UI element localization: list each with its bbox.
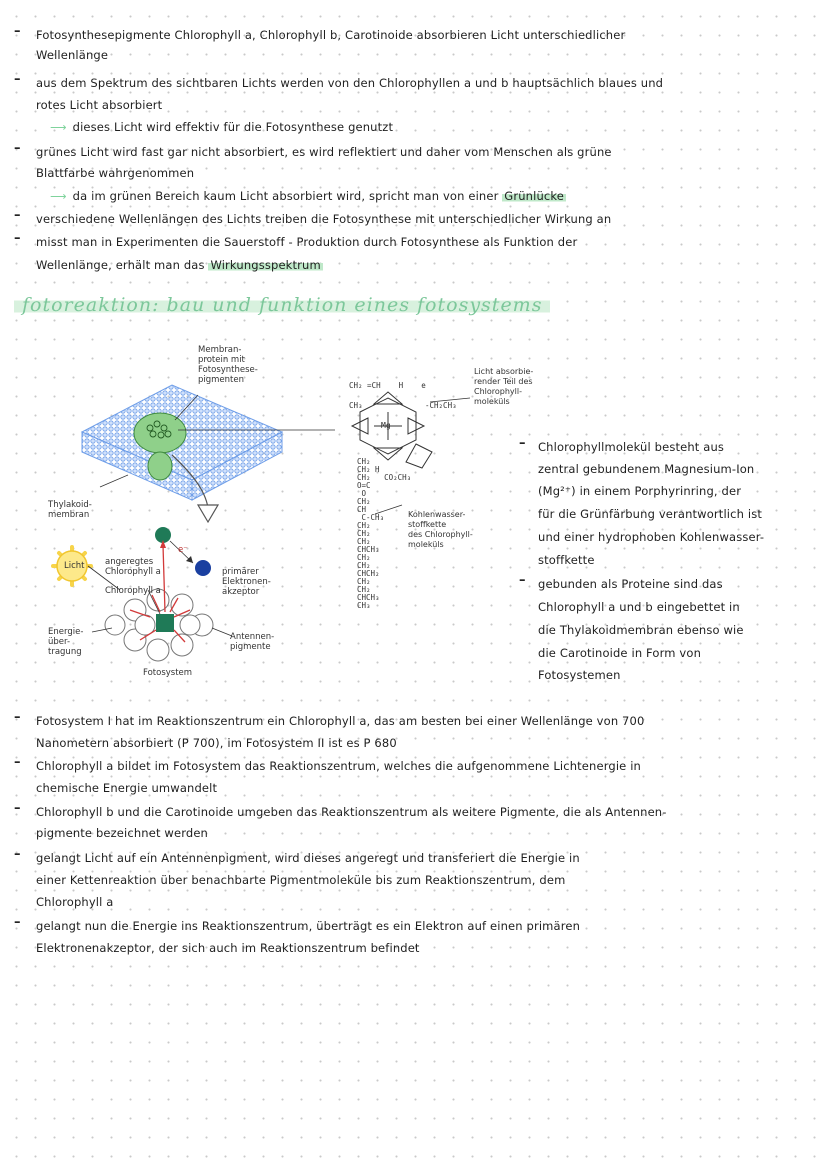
note-line: grünes Licht wird fast gar nicht absorbiert, es wird reflektiert und daher vom Menschen als grüne bbox=[36, 145, 612, 159]
side-note-line: Chlorophyll a und b eingebettet in bbox=[538, 600, 740, 614]
note-line: verschiedene Wellenlängen des Lichts treiben die Fotosynthese mit unterschiedlicher Wirkung an bbox=[36, 212, 612, 226]
note-line: Fotosystem I hat im Reaktionszentrum ein Chlorophyll a, das am besten bei einer Wellenlänge von 700 bbox=[36, 714, 645, 728]
bullet-dash: – bbox=[14, 847, 21, 862]
label-antenna-pigments: Antennen- pigmente bbox=[230, 632, 275, 652]
chem-right: -CH₂CH₃ bbox=[425, 401, 457, 410]
label-thylakoid-membrane: Thylakoid- membran bbox=[48, 500, 92, 520]
label-hydrocarbon-chain: Kohlenwasser- stoffkette des Chlorophyll- moleküls bbox=[408, 510, 473, 549]
side-note-line: für die Grünfärbung verantwortlich ist bbox=[538, 507, 763, 521]
chem-chain: CH₂ CH₂ H CH₂ CO₂CH₃ O=C O CH₂ CH C-CH₃ CH₂ CH₂ CH₂ CHCH₃ CH₂ CH₂ CHCH₂ CH₂ CH₂ CHCH₃ CH₃ bbox=[357, 457, 412, 610]
section-heading: fotoreaktion: bau und funktion eines fotosystems bbox=[14, 294, 550, 316]
side-note-line: die Carotinoide in Form von bbox=[538, 646, 702, 660]
electron-acceptor-dot bbox=[195, 560, 211, 576]
side-note-line: zentral gebundenem Magnesium-Ion bbox=[538, 462, 755, 476]
note-text: dieses Licht wird effektiv für die Fotosynthese genutzt bbox=[72, 120, 394, 134]
label-absorbing-part: Licht absorbie- render Teil des Chlorophyll- moleküls bbox=[474, 367, 534, 406]
side-note-line: (Mg²⁺) in einem Porphyrinring, der bbox=[538, 484, 742, 498]
note-line: Chlorophyll a bbox=[36, 895, 114, 909]
side-note-line: stoffkette bbox=[538, 553, 595, 567]
note-text: da im grünen Bereich kaum Licht absorbiert wird, spricht man von einer bbox=[72, 189, 499, 203]
note-line: Chlorophyll b und die Carotinoide umgeben das Reaktionszentrum als weitere Pigmente, die als Antennen- bbox=[36, 805, 667, 819]
bullet-dash: – bbox=[14, 24, 21, 39]
note-text: Wellenlänge, erhält man das bbox=[36, 258, 205, 272]
side-note-line: Chlorophyllmolekül besteht aus bbox=[538, 440, 725, 454]
label-photosystem: Fotosystem bbox=[143, 668, 193, 678]
highlight-gruenluecke: Grünlücke bbox=[504, 189, 564, 203]
chem-mg: Mg bbox=[381, 421, 391, 430]
note-line: gelangt Licht auf ein Antennenpigment, wird dieses angeregt und transferiert die Energie in bbox=[36, 851, 580, 865]
note-line: einer Kettenreaktion über benachbarte Pigmentmoleküle bis zum Reaktionszentrum, dem bbox=[36, 873, 566, 887]
bullet-dash: – bbox=[14, 710, 21, 725]
bullet-dash: – bbox=[519, 436, 526, 451]
side-note-line: die Thylakoidmembran ebenso wie bbox=[538, 623, 744, 637]
note-line: aus dem Spektrum des sichtbaren Lichts werden von den Chlorophyllen a und b hauptsächlich blaues und bbox=[36, 76, 664, 90]
note-line: Chlorophyll a bildet im Fotosystem das Reaktionszentrum, welches die aufgenommene Lichtenergie in bbox=[36, 759, 641, 773]
note-line: misst man in Experimenten die Sauerstoff - Produktion durch Fotosynthese als Funktion der bbox=[36, 235, 578, 249]
label-electron: e⁻ bbox=[178, 545, 188, 555]
note-line: Blattfarbe wahrgenommen bbox=[36, 166, 195, 180]
bullet-dash: – bbox=[14, 141, 21, 156]
bullet-dash: – bbox=[14, 72, 21, 87]
reaction-center bbox=[156, 614, 174, 632]
label-light: Licht bbox=[64, 561, 85, 571]
chem-ch3: CH₃ bbox=[349, 401, 363, 410]
bullet-dash: – bbox=[14, 801, 21, 816]
note-line: gelangt nun die Energie ins Reaktionszentrum, überträgt es ein Elektron auf einen primären bbox=[36, 919, 581, 933]
note-line: Wellenlänge bbox=[36, 48, 109, 62]
note-line: chemische Energie umwandelt bbox=[36, 781, 218, 795]
label-membrane-protein: Membran- protein mit Fotosynthese- pigmenten bbox=[198, 345, 258, 385]
label-energy-transfer: Energie- über- tragung bbox=[48, 627, 84, 657]
side-note-line: gebunden als Proteine sind das bbox=[538, 577, 723, 591]
bullet-dash: – bbox=[519, 573, 526, 588]
bullet-dash: – bbox=[14, 755, 21, 770]
bullet-dash: – bbox=[14, 208, 21, 223]
bullet-dash: – bbox=[14, 231, 21, 246]
note-line: Nanometern absorbiert (P 700), im Fotosystem II ist es P 680 bbox=[36, 736, 397, 750]
label-excited-chlorophyll: angeregtes Chlorophyll a bbox=[105, 557, 161, 577]
arrow-right-icon: ⟶ bbox=[50, 120, 67, 134]
note-line: Elektronenakzeptor, der sich auch im Reaktionszentrum befindet bbox=[36, 941, 420, 955]
chem-top: CH₂ =CH H e bbox=[349, 381, 426, 390]
note-line: rotes Licht absorbiert bbox=[36, 98, 163, 112]
side-note-line: Fotosystemen bbox=[538, 668, 621, 682]
note-line: pigmente bezeichnet werden bbox=[36, 826, 208, 840]
note-line: Fotosynthesepigmente Chlorophyll a, Chlorophyll b, Carotinoide absorbieren Licht unterschiedlicher bbox=[36, 28, 626, 42]
highlight-wirkungsspektrum: Wirkungsspektrum bbox=[210, 258, 321, 272]
arrow-right-icon: ⟶ bbox=[50, 189, 67, 203]
side-note-line: und einer hydrophoben Kohlenwasser- bbox=[538, 530, 765, 544]
label-primary-acceptor: primärer Elektronen- akzeptor bbox=[222, 567, 271, 597]
label-chlorophyll: Chlorophyll a bbox=[105, 586, 161, 596]
bullet-dash: – bbox=[14, 915, 21, 930]
